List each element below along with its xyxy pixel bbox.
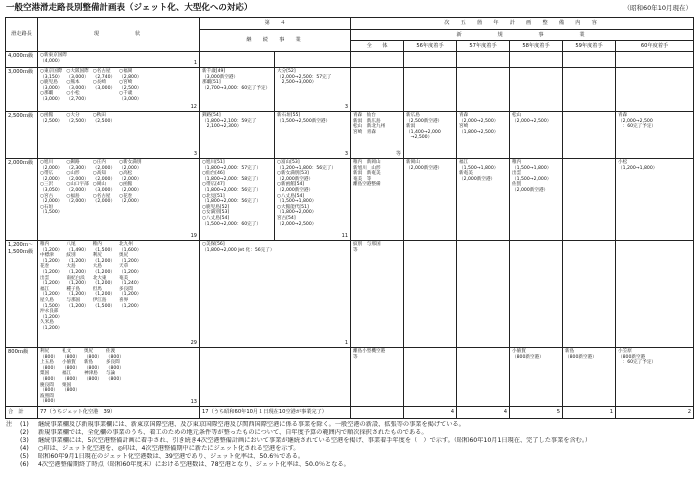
current-col: 利尻 （800） 上五島 （800） 粟国 （800） 慶良間 （800） 波照間 （800） — [40, 349, 58, 405]
new-all-text: 稚内 新岡山 新旭川 山形 新潟 新奄美 奄美 等 — [353, 160, 381, 182]
current-count: 1 — [193, 59, 197, 66]
continuing-col-2 — [275, 52, 351, 68]
continuing-count: 11 — [341, 232, 349, 239]
new-y58: 小値賀 （800新空港） — [510, 348, 563, 407]
row-length: 800ｍ級 — [6, 348, 38, 407]
new-y57 — [457, 52, 510, 68]
current-airports — [38, 52, 200, 68]
header-year-59: 59年度着手 — [563, 41, 616, 52]
new-all-suffix: 等 — [353, 247, 358, 253]
row-1200-1500m — [6, 241, 694, 348]
current-count: 12 — [190, 103, 197, 110]
totals-y58: 5 — [510, 406, 563, 418]
current-count: 29 — [190, 339, 197, 346]
new-y57 — [457, 348, 510, 407]
note-number: (5) — [20, 453, 29, 461]
new-y60 — [616, 68, 694, 112]
new-all-text: 離島小型機空港 — [353, 349, 386, 354]
totals-all — [351, 406, 404, 418]
row-4000m — [6, 52, 694, 68]
totals-y57: 4 — [457, 406, 510, 418]
new-all — [351, 68, 404, 112]
new-all-suffix: 等 — [396, 150, 402, 157]
new-y56 — [404, 52, 457, 68]
continuing-count: 1 — [344, 339, 349, 346]
continuing-col-2 — [275, 68, 351, 112]
current-col: ○福岡 （2,800） ○宮崎 （2,500） ○千歳 （3,000） — [119, 69, 142, 102]
header-runway-length: 滑走路長 — [6, 18, 38, 52]
continuing-text: 大分[52] （2,000→2,500：57完了 2,500→3,000） — [277, 69, 332, 86]
current-col: 佐渡 （800） 多良間 （800） 与論 （800） — [105, 349, 124, 382]
new-y59 — [563, 159, 616, 241]
continuing-col-1: ○旭川[51] （1,800→2,000：57完了） ○仙台[46] （1,800→2,000：58完了） ○帯広[47] （1,800→2,000：56完了） ○北見[51] （1,800→2,000：56完了） ○鹿児島[52] ○女満別[53] ○八丈島[54] （1,500→2,000：60完了） — [200, 159, 275, 241]
header-year-56: 56年度着手 — [404, 41, 457, 52]
current-airports — [38, 348, 200, 407]
continuing-col-2 — [275, 112, 351, 159]
current-col: ○函館 （2,500） — [40, 113, 63, 124]
continuing-text: 新石垣[55] （1,500→2,500新空港） — [277, 113, 331, 124]
continuing-count: 3 — [344, 150, 349, 157]
new-y60 — [616, 52, 694, 68]
current-count: 19 — [190, 232, 197, 239]
header-year-58: 58年度着手 — [510, 41, 563, 52]
note-number: (6) — [20, 461, 29, 469]
current-airports — [38, 159, 200, 241]
new-all-suffix: 等 — [353, 354, 358, 360]
new-y60: 青森 （2,000→2,500 ：60完了予定） — [616, 112, 694, 159]
new-y56 — [404, 68, 457, 112]
current-col: 稚内 （1,500） 利尻 （1,200） 大島 （1,200） 北大東 （1,200） 但馬 （1,200） 伊江島 （1,500） — [92, 242, 116, 309]
row-800m — [6, 348, 694, 407]
header-year-57: 57年度着手 — [457, 41, 510, 52]
new-all — [351, 241, 404, 348]
continuing-col-2 — [275, 159, 351, 241]
current-col: 八尾 （1,490） 紋別 （1,200） 大島 （1,200） 南紀白浜 （1,200） 種子島 （1,200） 与那国 （1,200） — [66, 242, 89, 309]
new-y59: 新島 （800新空港） — [563, 348, 616, 407]
new-y58 — [510, 52, 563, 68]
new-all-text: 紋別 与那国 — [353, 242, 381, 247]
new-y60: 小笠原 （800新空港 ：60完了予定） — [616, 348, 694, 407]
note-item — [6, 453, 692, 461]
header-plan-4: 第 ４ — [200, 18, 351, 30]
new-y57 — [457, 68, 510, 112]
new-y57 — [457, 241, 510, 348]
current-col: ○旭川 （2,000） ○帯広 （2,000） ○三沢 （3,050） ○宮古 （2,000） ○石垣 （1,500） — [40, 160, 63, 216]
note-text: 継続事業欄及び新規事業欄には、新東京国際空港、及び東京国際空港及び関西国際空港に係る事業を除く。一般空港の新設、拡張等の事業を掲げている。 — [38, 421, 465, 428]
as-of-date: （昭和60年10月現在） — [623, 4, 692, 12]
totals-row — [6, 406, 694, 418]
header-continuing: 継 続 事 業 — [200, 30, 351, 52]
continuing-col-1: 釧路[54] （1,800→2,100：59完了 2,100→2,300） — [200, 112, 275, 159]
totals-y56: 4 — [404, 406, 457, 418]
new-y56: 新広島 （2,500新空港） 新潟 （1,400→2,000 →2,500） — [404, 112, 457, 159]
new-y58 — [510, 241, 563, 348]
new-all — [351, 52, 404, 68]
current-col: ○釧路 （2,300） ○山形 （2,000） ○山口宇部 （2,000） ○福島 （2,000） — [66, 160, 89, 205]
page-title: 一般空港滑走路長別整備計画表（ジェット化、大型化への対応） — [6, 3, 253, 13]
note-number: (4) — [20, 445, 29, 453]
new-all — [351, 112, 404, 159]
note-item — [6, 421, 692, 429]
new-y58: 松山 （2,000→2,500） — [510, 112, 563, 159]
current-col: ○大分 （2,500） — [66, 113, 89, 124]
new-y56: 新岡山 （2,000新空港） — [404, 159, 457, 241]
note-text: ○印は、ジェット化空港を、◎印は、4次空港整備期中に新たにジェット化される空港を示す。 — [38, 445, 300, 453]
totals-y60: 2 — [616, 406, 694, 418]
note-item — [6, 429, 692, 437]
new-all — [351, 348, 404, 407]
current-col: 奥尻 （800） 新島 （800） 神津島 （800） — [83, 349, 102, 382]
current-col: ○新東京国際 （4,000） — [40, 53, 67, 64]
continuing-text: ○美保[56] （1,800→2,000 Jet 化：56完了） — [202, 242, 275, 253]
new-all — [351, 159, 404, 241]
new-y58: 稚内 （1,500→1,800） 出雲 （1,500→2,000） 佐賀 （2,000新空港） — [510, 159, 563, 241]
new-y58 — [510, 68, 563, 112]
totals-current: 77（うちジェット化空港 39） — [38, 406, 200, 418]
note-item — [6, 461, 692, 469]
current-col: ○新女満別 （2,000） ○高松 （2,000） ○函館 （2,000） ○花巻 （2,000） — [119, 160, 142, 205]
note-number: (1) — [20, 421, 29, 428]
new-y60 — [616, 241, 694, 348]
current-airports — [38, 241, 200, 348]
row-length: 1,200ｍ～ 1,500ｍ級 — [6, 241, 38, 348]
new-y60: 小松 （1,200→1,800） — [616, 159, 694, 241]
current-count: 3 — [193, 150, 197, 157]
totals-label: 合 計 — [6, 406, 38, 418]
notes — [6, 421, 692, 469]
header-plan-5: 次 五 箇 年 計 画 整 備 内 容 — [351, 18, 694, 30]
new-y57: 青森 （2,000→2,500） 宮崎 （1,800→2,500） — [457, 112, 510, 159]
row-length: 2,500ｍ級 — [6, 112, 38, 159]
current-count: 13 — [190, 398, 197, 405]
continuing-text: ○富山[53] （1,200→1,800：56完了） ○新女満別[53] （2,000新空港） ○新函館[54] （2,000新空港） ○八丈島[54] （1,500→1,800） ○大館能代[51] （1,800→2,000） 宮古[54] （2,000→2,500） — [277, 160, 336, 227]
current-col: 北九州 （1,600） 奥尻 （1,200） 天草 （1,200） 奄美 （1,240） 多良間 （1,200） 喜界 （1,200） — [119, 242, 142, 309]
new-y59 — [563, 68, 616, 112]
continuing-col-1 — [200, 348, 351, 407]
current-airports — [38, 68, 200, 112]
note-text: 継続事業欄には、5次空港整備計画に着手され、引き続き4次空港整備計画において事業が継続されている空港を掲げ、事業着手年度を（ ）で示す。（昭和60年10月1日現在、完了した事業を含む。） — [38, 437, 592, 445]
new-y56 — [404, 348, 457, 407]
continuing-col-1 — [200, 52, 275, 68]
note-number: (3) — [20, 437, 29, 445]
row-2000m — [6, 159, 694, 241]
new-y56 — [404, 241, 457, 348]
row-length: 3,000ｍ級 — [6, 68, 38, 112]
totals-continuing: 17（うち昭和60年10月１日現在10空港が事業完了） — [200, 406, 351, 418]
new-all-suffix: 離島空港整備 — [353, 182, 381, 188]
notes-label: 注 — [6, 421, 13, 428]
runway-plan-table — [5, 17, 694, 419]
header-year-60: 60年度着手 — [616, 41, 694, 52]
note-text: 昭和60年9月1日現在のジェット化空港数は、39空港であり、ジェット化率は、50.6％である。 — [38, 453, 305, 461]
continuing-col-1 — [200, 241, 351, 348]
new-y59 — [563, 241, 616, 348]
new-all-text: 青森 仙台 新潟 新広島 松山 新北九州 宮崎 青森 — [353, 113, 386, 135]
current-col: ○名古屋 （2,740） ○長崎 （3,000） — [92, 69, 116, 91]
continuing-count: 3 — [344, 103, 349, 110]
continuing-col-1: 新千歳[49] （3,000新空港） 那覇[51] （2,700→3,000：60完了予定） — [200, 68, 275, 112]
current-col: ○東京国際 （3,150） ○鹿児島 （3,000） ○那覇 （3,000） — [40, 69, 63, 102]
current-col: 礼文 （800） 小値賀 （800） 福江 （800） 栗国 （800） — [61, 349, 80, 394]
current-col: ○大阪国際 （3,000） ○熊本 （3,000） ○小松 （2,700） — [66, 69, 89, 102]
note-number: (2) — [20, 429, 29, 437]
current-col: ○庄内 （2,000） ○高知 （2,000） ○岡山 （3,000） ○名古屋 （2,000） — [92, 160, 116, 205]
header-all: 全 体 — [351, 41, 404, 52]
header-new-projects: 新 規 事 業 — [351, 30, 694, 41]
row-2500m — [6, 112, 694, 159]
note-item — [6, 445, 692, 453]
current-col: ○秋田 （2,500） — [92, 113, 116, 124]
new-y57: 福江 （1,500→1,800） 新奄美 （2,000新空港） — [457, 159, 510, 241]
note-text: 4次空港整備期終了時点（昭和60年度末）における空港数は、78空港となり、ジェット化率は、50.0％となる。 — [38, 461, 350, 469]
current-col: 稚内 （1,200） 中標津 （1,200） 花巻 （1,200） 出雲 （1,200） 福江 （1,200） 屋久島 （1,500） 沖永良部 （1,200） 久米島 （1,200） — [40, 242, 63, 331]
row-3000m — [6, 68, 694, 112]
row-length: 2,000ｍ級 — [6, 159, 38, 241]
new-y59 — [563, 112, 616, 159]
totals-y59: 1 — [563, 406, 616, 418]
header-current: 現 状 — [38, 18, 200, 52]
note-text: 新規事業欄では、全化欄の事業のうち、着工のための地元条件等が整ったものについて、自年度予算の範囲内で順次採択されたものである。 — [38, 429, 428, 437]
current-airports — [38, 112, 200, 159]
note-item — [6, 437, 692, 445]
new-y59 — [563, 52, 616, 68]
row-length: 4,000ｍ級 — [6, 52, 38, 68]
